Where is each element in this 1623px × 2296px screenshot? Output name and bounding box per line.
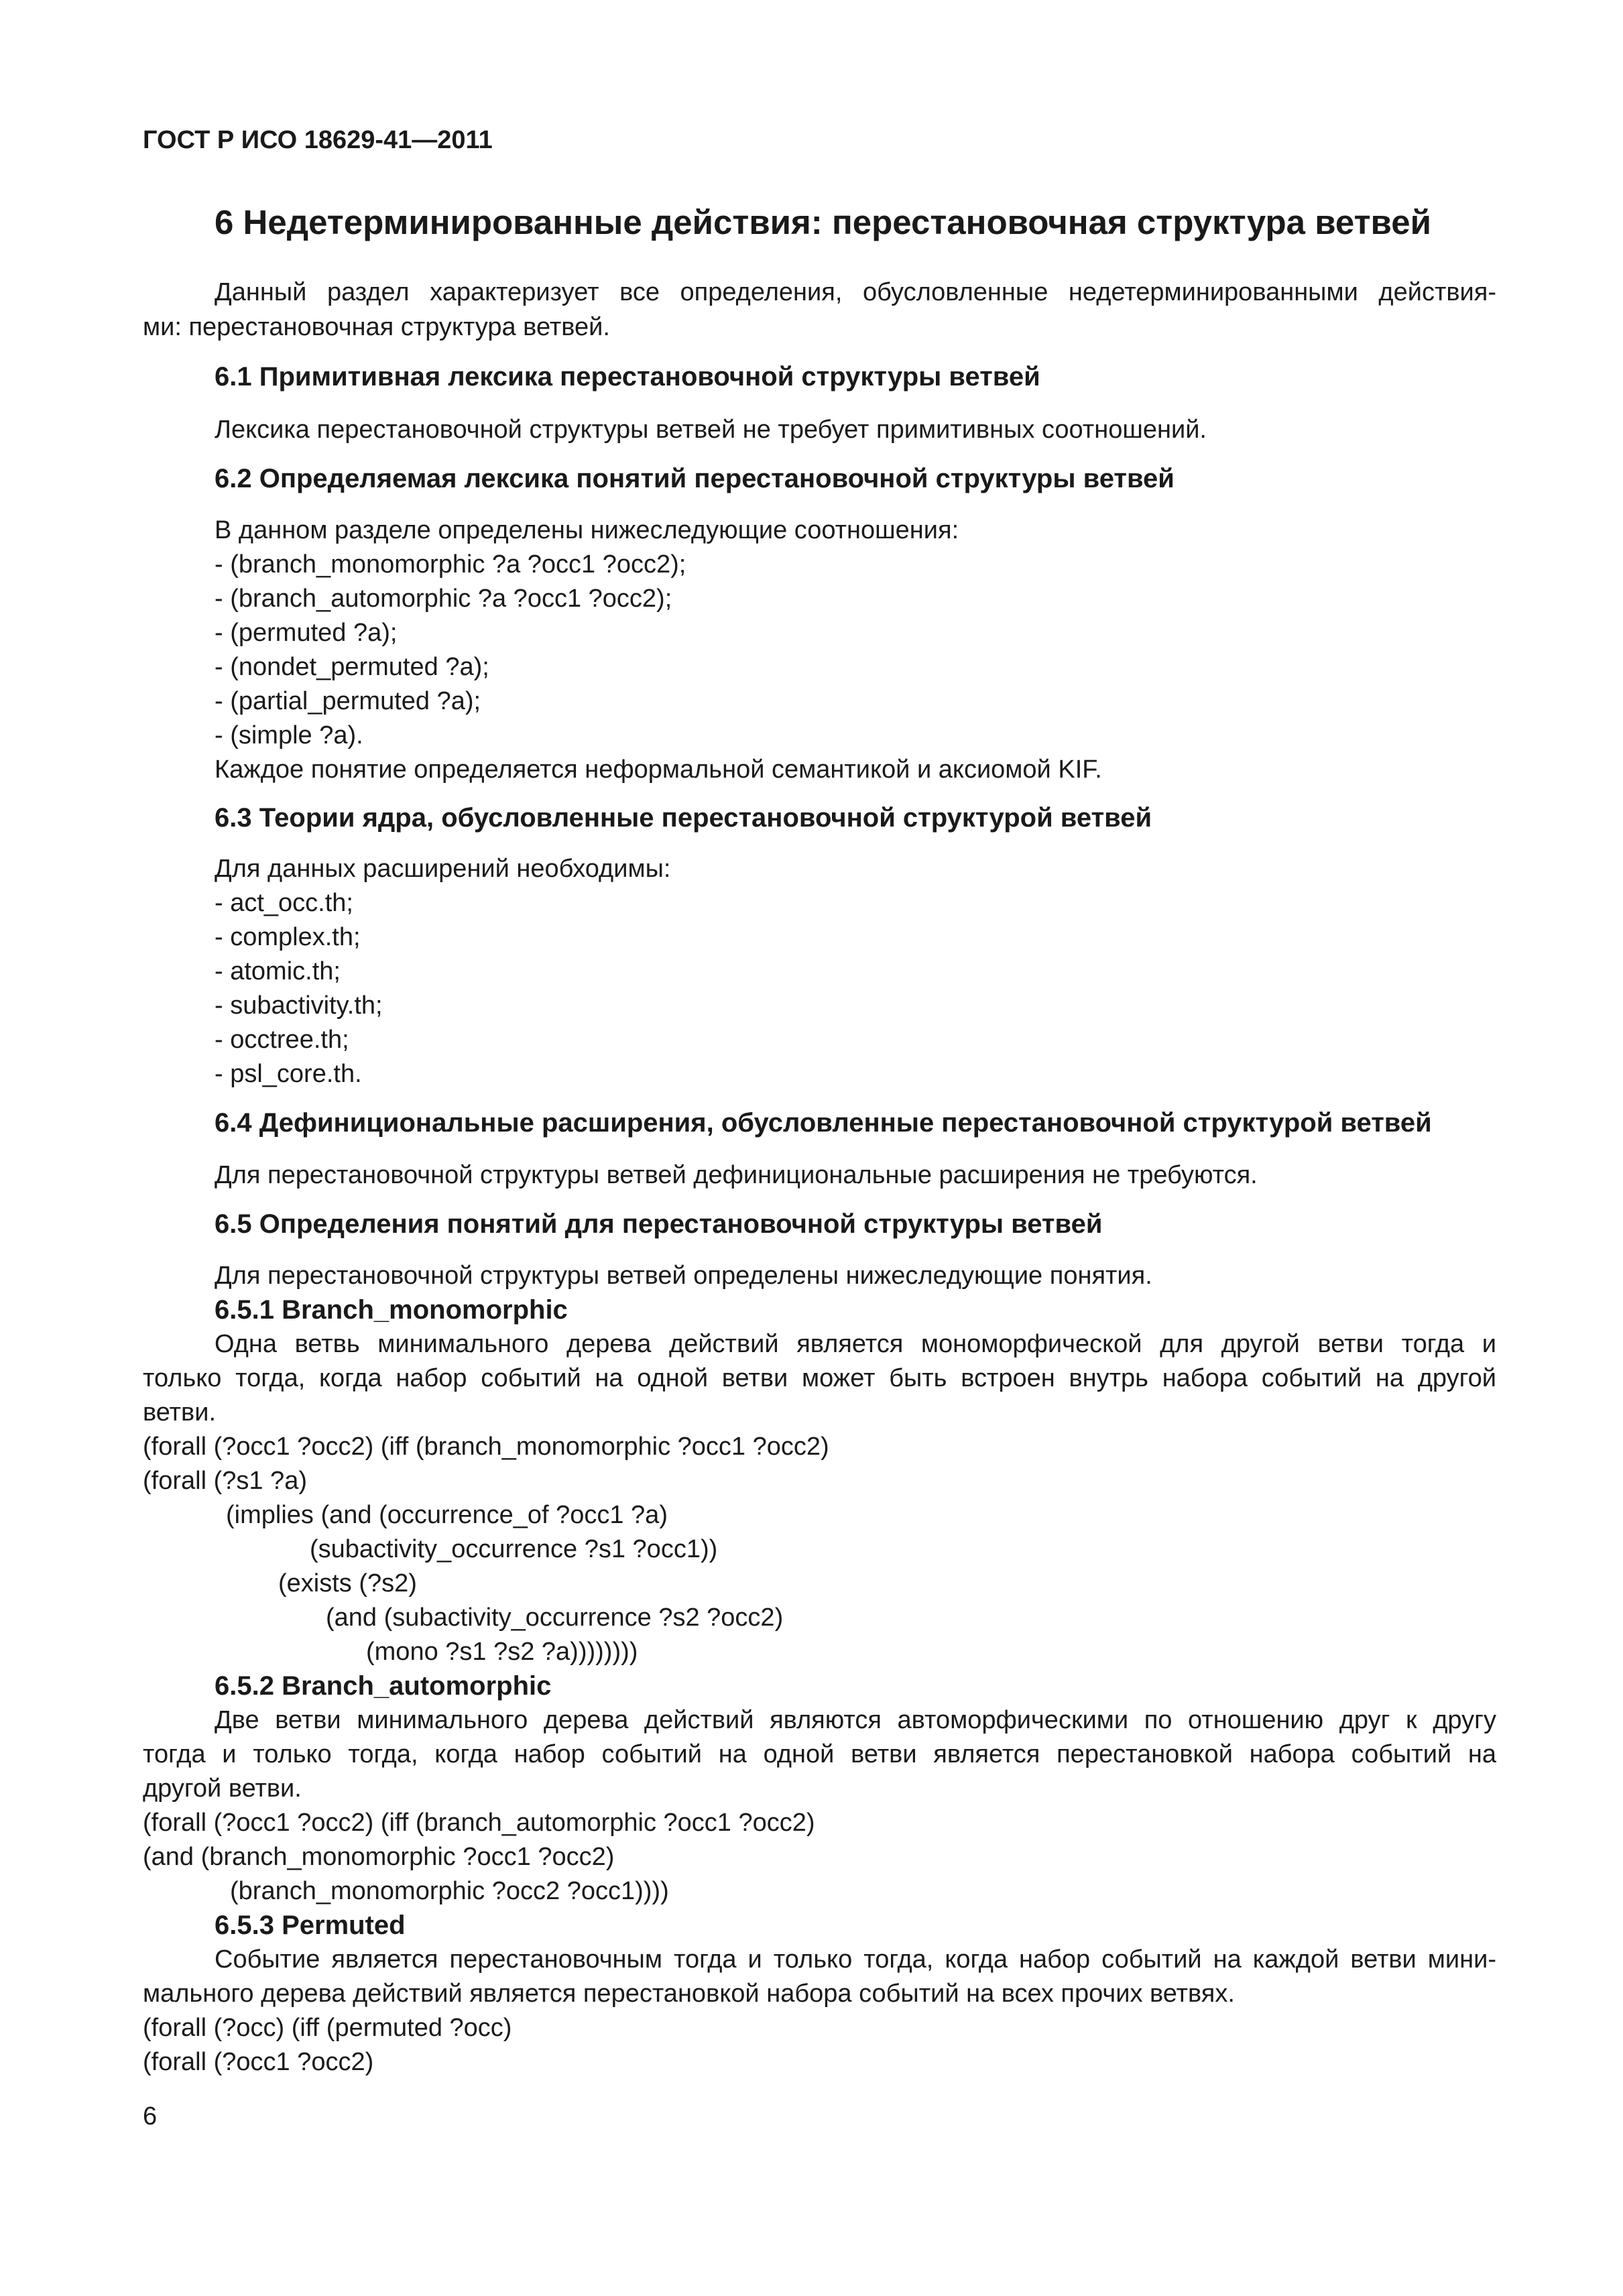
section-6-3-item: - complex.th; [215, 923, 361, 951]
section-6-4-title: 6.4 Дефинициональные расширения, обусловленные перестановочной структурой ветвей [215, 1108, 1432, 1138]
section-6-2-title: 6.2 Определяемая лексика понятий перестановочной структуры ветвей [215, 464, 1175, 493]
section-6-3-title: 6.3 Теории ядра, обусловленные перестановочной структурой ветвей [215, 803, 1152, 833]
standard-header: ГОСТ Р ИСО 18629-41—2011 [143, 126, 493, 154]
kif-axiom-line: (forall (?occ) (iff (permuted ?occ) [143, 2014, 512, 2042]
section-6-2-item: - (simple ?a). [215, 721, 363, 749]
kif-axiom-line: (forall (?occ1 ?occ2) (iff (branch_automorphic ?occ1 ?occ2) [143, 1809, 815, 1837]
section-6-title: 6 Недетерминированные действия: перестановочная структура ветвей [215, 203, 1431, 241]
section-6-5-title: 6.5 Определения понятий для перестановочной структуры ветвей [215, 1209, 1103, 1239]
kif-axiom-line: (subactivity_occurrence ?s1 ?occ1)) [310, 1535, 718, 1563]
section-6-5-3-title: 6.5.3 Permuted [215, 1911, 406, 1940]
section-6-1-title: 6.1 Примитивная лексика перестановочной структуры ветвей [215, 362, 1040, 391]
section-6-3-item: - act_occ.th; [215, 889, 353, 917]
section-6-2-item: - (nondet_permuted ?a); [215, 653, 489, 681]
section-6-2-item: - (branch_monomorphic ?a ?occ1 ?occ2); [215, 550, 686, 579]
section-6-5-2-desc-line-1: Две ветви минимального дерева действий являются автоморфическими по отношению друг к другу [215, 1706, 1496, 1734]
section-6-2-item: - (branch_automorphic ?a ?occ1 ?occ2); [215, 585, 672, 613]
section-6-intro-line-2: ми: перестановочная структура ветвей. [143, 313, 610, 341]
section-6-3-item: - psl_core.th. [215, 1060, 362, 1088]
section-6-5-2-title: 6.5.2 Branch_automorphic [215, 1671, 552, 1701]
section-6-5-1-desc-line-3: ветви. [143, 1398, 217, 1427]
kif-axiom-line: (and (subactivity_occurrence ?s2 ?occ2) [326, 1604, 784, 1632]
kif-axiom-line: (and (branch_monomorphic ?occ1 ?occ2) [143, 1843, 615, 1871]
section-6-3-item: - subactivity.th; [215, 991, 383, 1020]
section-6-2-tail: Каждое понятие определяется неформальной семантикой и аксиомой KIF. [215, 756, 1102, 784]
section-6-3-item: - occtree.th; [215, 1026, 349, 1054]
kif-axiom-line: (forall (?occ1 ?occ2) (iff (branch_monomorphic ?occ1 ?occ2) [143, 1433, 829, 1461]
section-6-3-item: - atomic.th; [215, 957, 341, 985]
section-6-5-lead: Для перестановочной структуры ветвей определены нижеследующие понятия. [215, 1262, 1152, 1290]
section-6-2-item: - (permuted ?a); [215, 619, 398, 647]
kif-axiom-line: (exists (?s2) [278, 1569, 417, 1597]
section-6-2-item: - (partial_permuted ?a); [215, 687, 481, 715]
section-6-2-lead: В данном разделе определены нижеследующие соотношения: [215, 516, 959, 544]
section-6-5-1-desc-line-2: только тогда, когда набор событий на одной ветви может быть встроен внутрь набора событий на другой [143, 1364, 1496, 1392]
kif-axiom-line: (branch_monomorphic ?occ2 ?occ1)))) [230, 1877, 669, 1905]
section-6-5-2-desc-line-2: тогда и только тогда, когда набор событий на одной ветви является перестановкой набора событий на [143, 1740, 1496, 1768]
section-6-3-lead: Для данных расширений необходимы: [215, 855, 671, 883]
section-6-1-text: Лексика перестановочной структуры ветвей не требует примитивных соотношений. [215, 416, 1207, 444]
section-6-5-1-desc-line-1: Одна ветвь минимального дерева действий является мономорфической для другой ветви тогда и [215, 1330, 1496, 1358]
kif-axiom-line: (implies (and (occurrence_of ?occ1 ?a) [226, 1501, 668, 1529]
kif-axiom-line: (forall (?occ1 ?occ2) [143, 2048, 374, 2076]
page-number: 6 [143, 2102, 158, 2130]
section-6-5-3-desc-line-2: мального дерева действий является перестановкой набора событий на всех прочих ветвях. [143, 1980, 1235, 2008]
section-6-5-3-desc-line-1: Событие является перестановочным тогда и только тогда, когда набор событий на каждой ветви мини- [215, 1945, 1496, 1974]
kif-axiom-line: (forall (?s1 ?a) [143, 1467, 307, 1495]
section-6-4-text: Для перестановочной структуры ветвей дефинициональные расширения не требуются. [215, 1161, 1258, 1189]
kif-axiom-line: (mono ?s1 ?s2 ?a)))))))) [366, 1638, 638, 1666]
section-6-5-2-desc-line-3: другой ветви. [143, 1774, 302, 1803]
section-6-intro-line-1: Данный раздел характеризует все определения, обусловленные недетерминированными действия- [215, 278, 1496, 306]
section-6-5-1-title: 6.5.1 Branch_monomorphic [215, 1295, 568, 1325]
